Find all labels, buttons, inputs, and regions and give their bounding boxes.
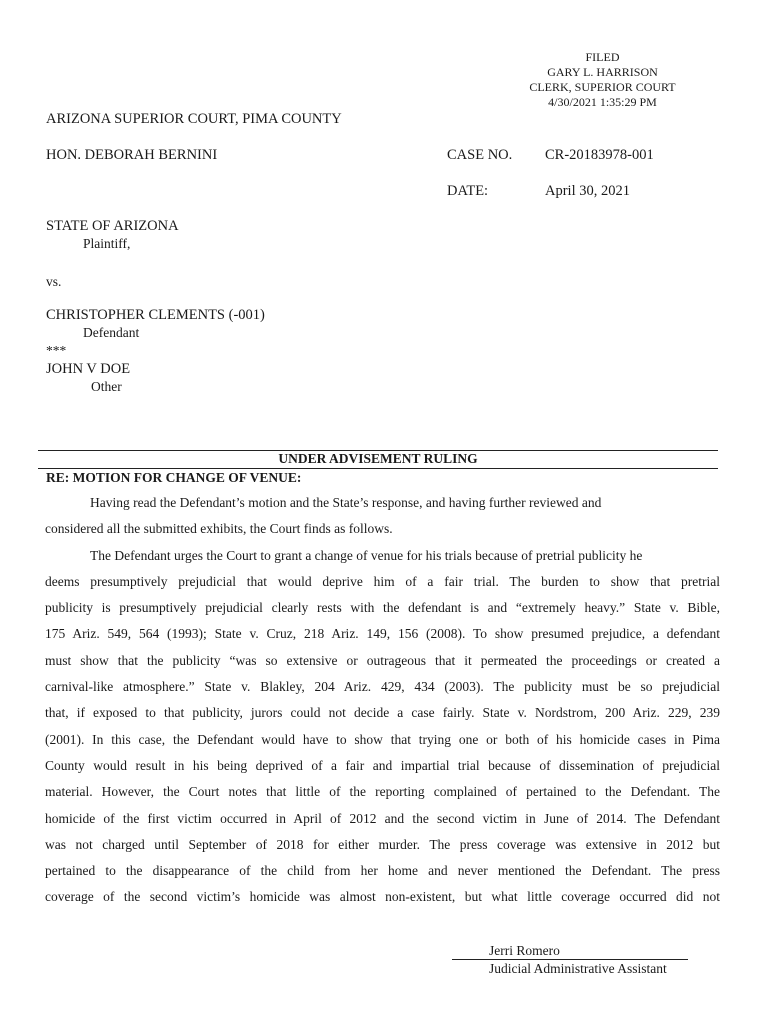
re-line: RE: MOTION FOR CHANGE OF VENUE: bbox=[46, 470, 302, 485]
filed-label: FILED bbox=[585, 50, 620, 64]
body-line: deems presumptively prejudicial that would deprive him of a fair trial. The burden to show that pretrial bbox=[45, 573, 720, 589]
plaintiff-role: Plaintiff, bbox=[83, 236, 131, 251]
signature-name: Jerri Romero bbox=[452, 942, 688, 960]
other-party-role: Other bbox=[91, 379, 122, 394]
body-line: carnival-like atmosphere.” State v. Blakley, 204 Ariz. 429, 434 (2003). The publicity must be so prejudicial bbox=[45, 679, 720, 695]
case-number-label: CASE NO. bbox=[447, 147, 513, 163]
body-line: pertained to the disappearance of the child from her home and never mentioned the Defendant. The press bbox=[45, 863, 720, 879]
defendant-role: Defendant bbox=[83, 325, 140, 340]
body-line: (2001). In this case, the Defendant would have to show that trying one or both of his homicide cases in Pima bbox=[45, 731, 720, 747]
defendant-name: CHRISTOPHER CLEMENTS (-001) bbox=[46, 307, 265, 323]
body-line: publicity is presumptively prejudicial clearly rests with the defendant is and “extremely heavy.” State v. Bible, bbox=[45, 600, 720, 616]
ruling-body bbox=[45, 490, 720, 911]
case-number-value: CR-20183978-001 bbox=[545, 147, 654, 163]
body-line: 175 Ariz. 549, 564 (1993); State v. Cruz, 218 Ariz. 149, 156 (2008). To show presumed prejudice, a defendant bbox=[45, 626, 720, 642]
body-line: County would result in his being deprived of a fair and impartial trial because of dissemination of prejudicial bbox=[45, 757, 720, 773]
body-line: Having read the Defendant’s motion and the State’s response, and having further reviewed and bbox=[90, 495, 602, 510]
date-value: April 30, 2021 bbox=[545, 183, 630, 199]
clerk-name: GARY L. HARRISON bbox=[547, 65, 658, 79]
clerk-title: CLERK, SUPERIOR COURT bbox=[529, 80, 676, 94]
ruling-title: UNDER ADVISEMENT RULING bbox=[278, 451, 478, 466]
plaintiff-name: STATE OF ARIZONA bbox=[46, 218, 179, 234]
title-bottom-rule bbox=[38, 468, 718, 469]
body-line: The Defendant urges the Court to grant a change of venue for his trials because of pretrial publicity he bbox=[90, 547, 643, 563]
filed-stamp bbox=[500, 50, 705, 110]
versus-label: vs. bbox=[46, 274, 62, 289]
body-line: must show that the publicity “was so extensive or outrageous that it permeated the proceedings or created a bbox=[45, 652, 720, 668]
signature-title: Judicial Administrative Assistant bbox=[489, 961, 667, 976]
other-party-name: JOHN V DOE bbox=[46, 361, 131, 377]
date-label: DATE: bbox=[447, 183, 489, 199]
body-line: was not charged until September of 2018 for either murder. The press coverage was extensive in 2012 but bbox=[45, 836, 720, 852]
body-line: considered all the submitted exhibits, the Court finds as follows. bbox=[45, 521, 393, 537]
judge-name: HON. DEBORAH BERNINI bbox=[46, 147, 218, 163]
court-name: ARIZONA SUPERIOR COURT, PIMA COUNTY bbox=[46, 111, 342, 127]
body-line: that, if exposed to that publicity, jurors could not decide a case fairly. State v. Nordstrom, 200 Ariz. 229, 239 bbox=[45, 705, 720, 721]
body-line: homicide of the first victim occurred in April of 2012 and the second victim in June of 2014. The Defendant bbox=[45, 810, 720, 826]
body-line: material. However, the Court notes that little of the reporting complained of pertained to the Defendant. The bbox=[45, 784, 720, 800]
filed-timestamp: 4/30/2021 1:35:29 PM bbox=[548, 95, 657, 109]
body-line: coverage of the second victim’s homicide was almost non-existent, but what little coverage occurred did not bbox=[45, 889, 720, 905]
party-separator: *** bbox=[46, 343, 67, 358]
signature-block bbox=[452, 942, 688, 977]
